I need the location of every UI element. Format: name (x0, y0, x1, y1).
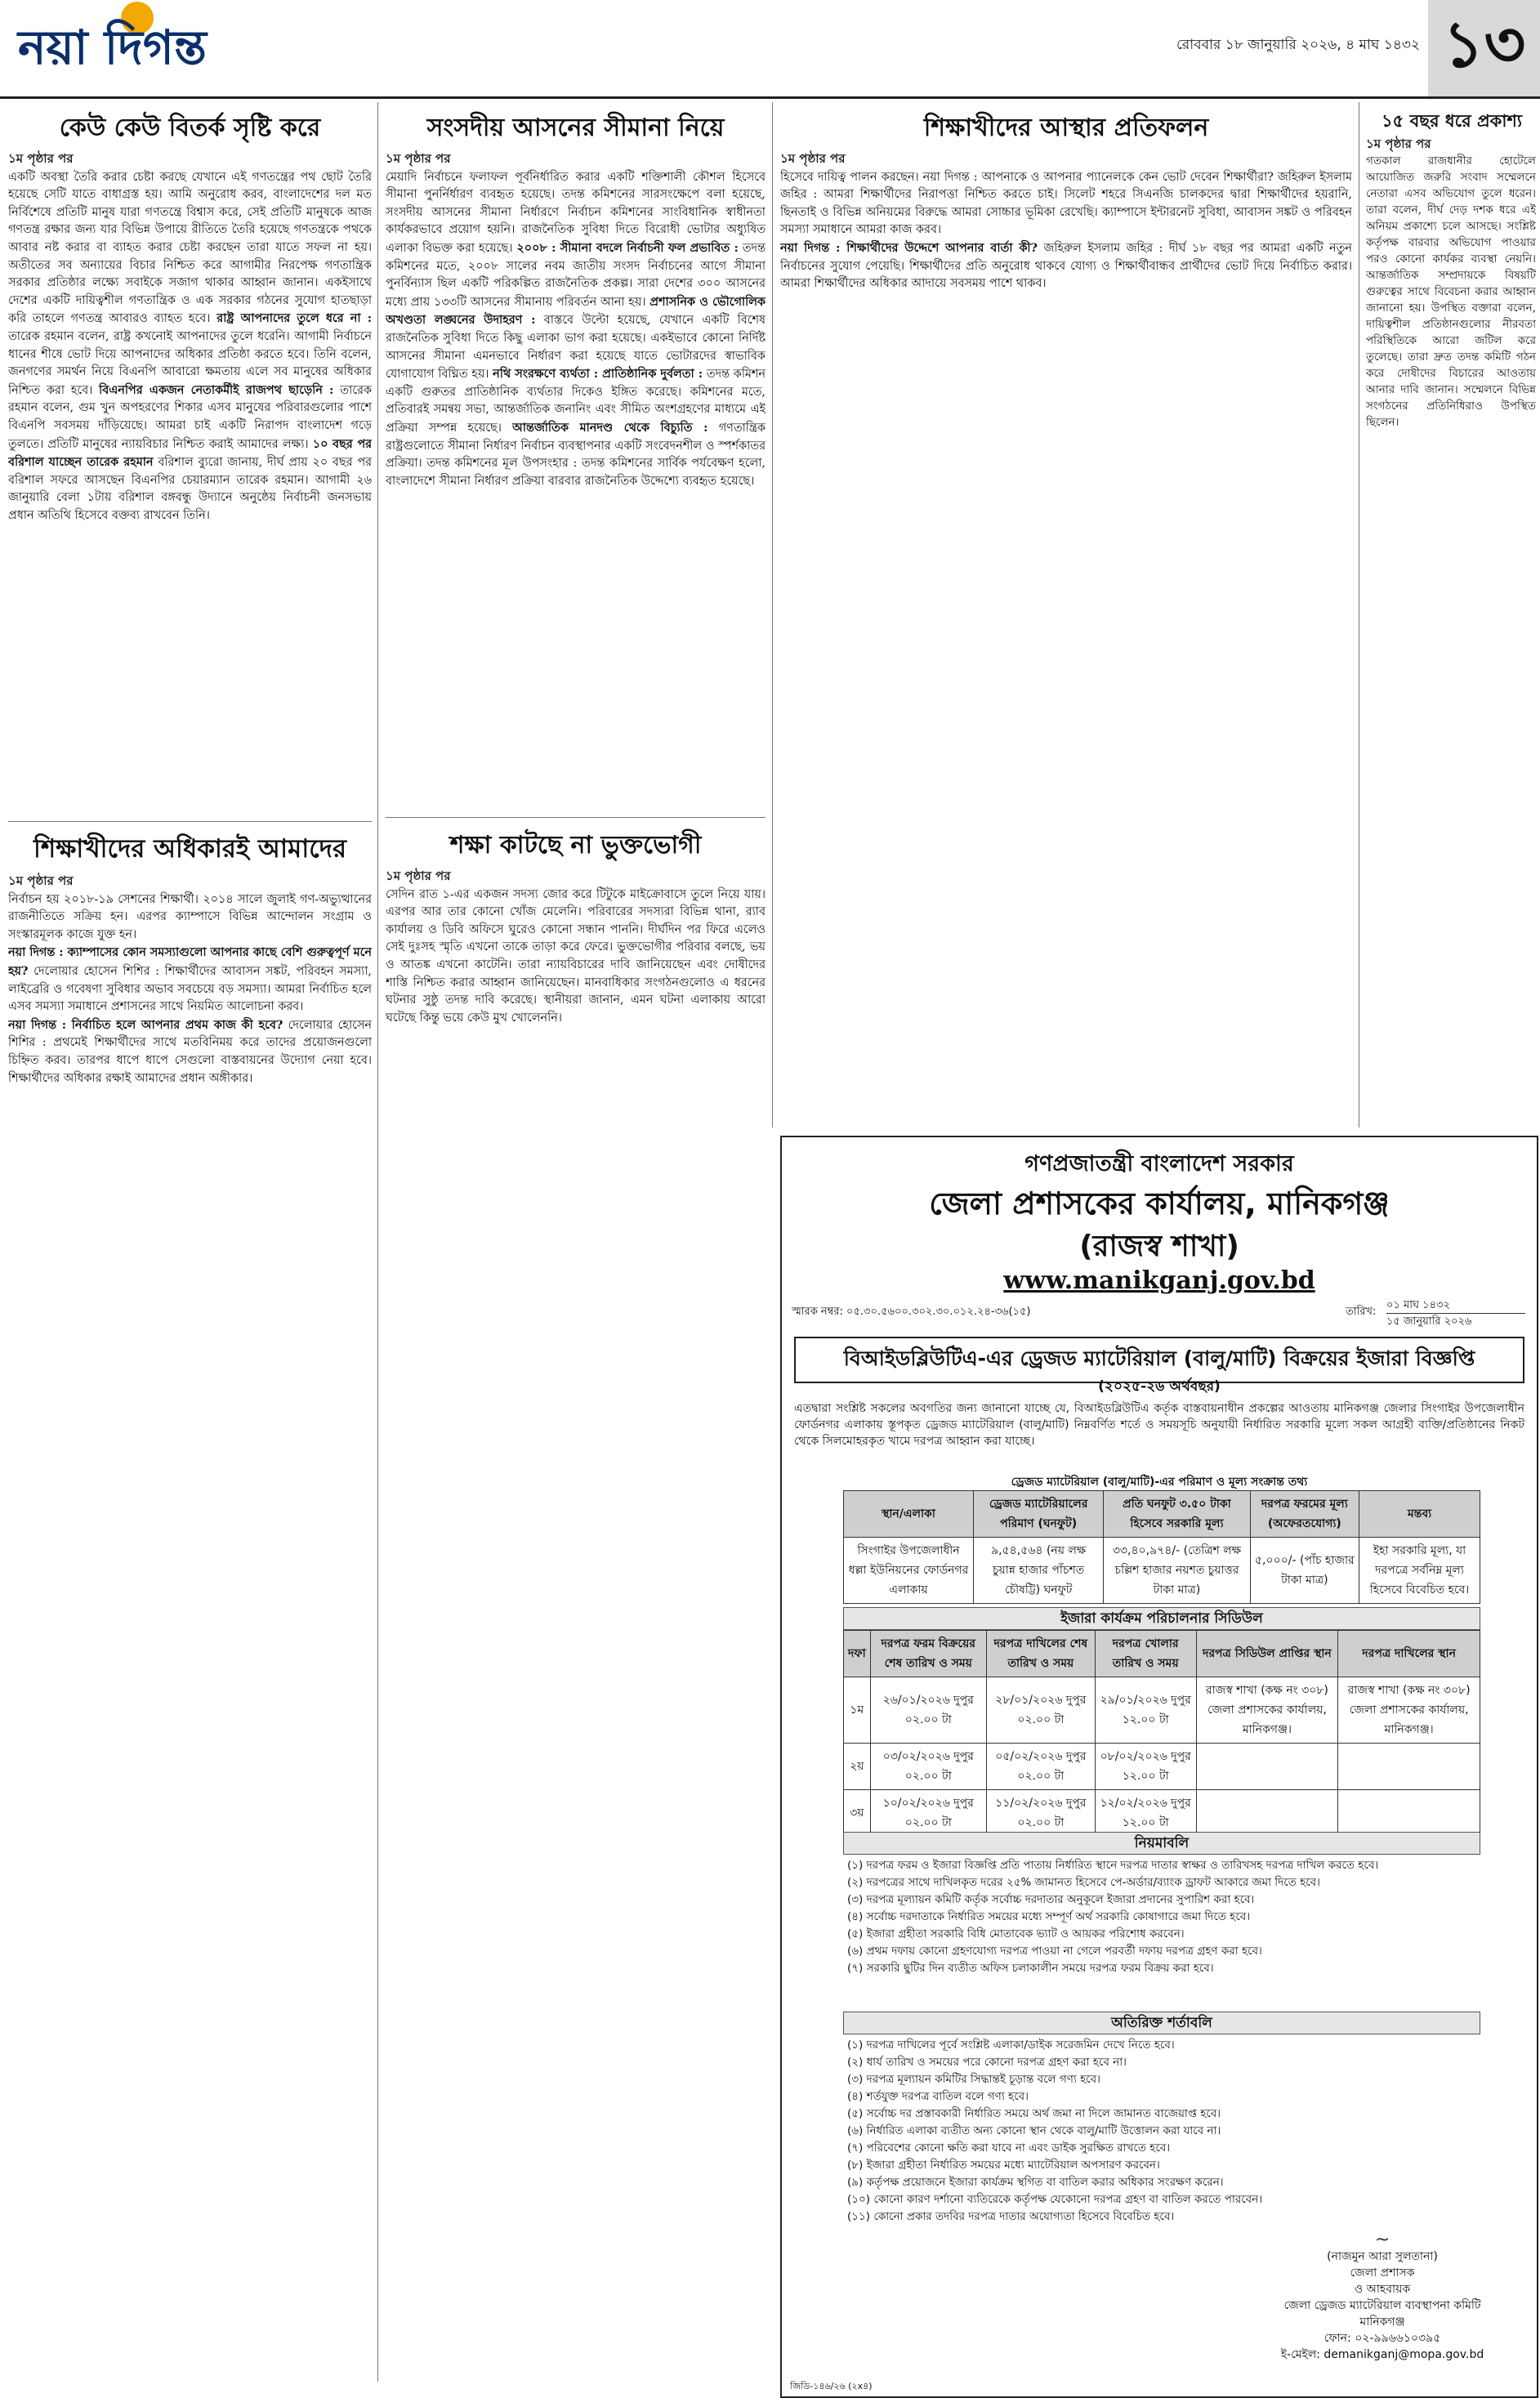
list-item: (৮) ইজারা গ্রহীতা নির্ধারিত সময়ের মধ্যে ম্যাটেরিয়াল অপসারণ করবেন। (847, 2159, 1160, 2172)
ad-notice-title: বিআইডব্লিউটিএ-এর ড্রেজড ম্যাটেরিয়াল (বালু/মাটি) বিক্রয়ের ইজারা বিজ্ঞপ্তি (794, 1337, 1524, 1383)
table-cell (1338, 1744, 1480, 1790)
table-cell: ৩৩,৪০,৯৭৪/- (তেত্রিশ লক্ষ চল্লিশ হাজার নয়শত চুয়াত্তর টাকা মাত্র) (1104, 1538, 1250, 1604)
continuation-label: ১ম পৃষ্ঠার পর (386, 151, 451, 166)
page-number: ১৩ (1428, 0, 1540, 96)
ad-memo-number: স্মারক নম্বর: ০৫.৩০.৫৬০০.৩০২.৩০.০১২.২৪-৩৬(১৫) (792, 1306, 1031, 1318)
table-cell: সিংগাইর উপজেলাধীন ধল্লা ইউনিয়নের ফোর্ডনগর এলাকায় (844, 1538, 974, 1604)
ad-government: গণপ্রজাতন্ত্রী বাংলাদেশ সরকার (1024, 1151, 1294, 1177)
continuation-label: ১ম পৃষ্ঠার পর (8, 151, 74, 166)
newspaper-logo: নয়া দিগন্ত (18, 20, 207, 75)
price-table (843, 1490, 1480, 1604)
table-cell: ইহা সরকারি মূল্য, যা দরপত্রে সর্বনিম্ন মূল্য হিসেবে বিবেচিত হবে। (1359, 1538, 1480, 1604)
list-item: (৪) শর্তযুক্ত দরপত্র বাতিল বলে গণ্য হবে। (847, 2090, 1029, 2103)
table-header: দরপত্র সিডিউল প্রাপ্তির স্থান (1196, 1631, 1338, 1677)
article-headline: সংসদীয় আসনের সীমানা নিয়ে (426, 114, 725, 142)
article-body: ১ম পৃষ্ঠার পর সেদিন রাত ১-এর একজন সদস্য জোর করে টিটুকে মাইক্রোবাসে তুলে নিয়ে যায়। এরপর আর তার কোনো খোঁজ মেলেনি। পরিবারের সদস্যরা বিভিন্ন থানা, র‍্যাব কার্যালয় ও ডিবি অফিসে ঘুরেও কোনো সন্ধান পাননি। দীর্ঘদিন পর ফিরে এলেও সেই দুঃসহ স্মৃতি এখনো তাকে তাড়া করে ফেরে। ভুক্তভোগীর পরিবার বলছে, ভয় ও আতঙ্ক এখনো কাটেনি। তারা ন্যায়বিচারের দাবি জানিয়েছেন এবং দোষীদের শাস্তি নিশ্চিত করার আহ্বান জানিয়েছেন। মানবাধিকার সংগঠনগুলোও এ ধরনের ঘটনার সুষ্ঠু তদন্ত দাবি করেছে। স্থানীয়রা জানান, এমন ঘটনা এলাকায় আরো ঘটেছে কিন্তু ভয়ে কেউ মুখ খোলেননি। (386, 869, 766, 1025)
subheading: নয়া দিগন্ত : ক্যাম্পাসের কোন সমস্যাগুলো আপনার কাছে বেশি গুরুত্বপূর্ণ মনে হয়? (8, 945, 372, 978)
article-body: ১ম পৃষ্ঠার পর একটি অবস্থা তৈরি করার চেষ্টা করছে যেখানে এই গণতন্ত্রের পথ ছোট তৈরি হয়েছে সেটি যাতে বাধাগ্রস্ত হয়। আমি অনুরোধ করব, বাংলাদেশের দল মত নির্বিশেষে প্রতিটি মানুষ যারা গণতন্ত্রে বিশ্বাস করে, সেই প্রতিটি মানুষকে আজ গণতন্ত্র রক্ষার জন্য যার বিভিন্ন উপায়ে রীতিতে তৈরি হয়েছে গণতন্ত্রকে পথকে আবার নষ্ট করার বা ব্যাহত করার চেষ্টা করছেন তারা যাতে সফল না হয়। অতীতের সব অন্যায়ের বিচার নিশ্চিত করে আগামীর নিরপেক্ষ গণতান্ত্রিক সরকার প্রতিষ্ঠার লক্ষ্যে সবাইকে সজাগ থাকার আহ্বান জানান। একইসাথে দেশের একটি দায়িত্বশীল গণতান্ত্রিক ও এক সরকার গঠনের সুযোগ হাতছাড়া করি তাহলে গণতন্ত্র আবারও ব্যাহত হবে। রাষ্ট্র আপনাদের তুলে ধরে না : তারেক রহমান বলেন, রাষ্ট্র কখনোই আপনাদের তুলে ধরেনি। আগামী নির্বাচনে ধানের শীষে ভোট দিয়ে আপনাদের অধিকার প্রতিষ্ঠা করতে হবে। তিনি বলেন, জনগণের সমর্থন নিয়ে বিএনপি আবারো ক্ষমতায় এলে সব মানুষের অধিকার নিশ্চিত করা হবে। বিএনপির একজন নেতাকর্মীই রাজপথ ছাড়েনি : তারেক রহমান বলেন, গুম খুন অপহরণের শিকার এসব মানুষের পরিবারগুলোর পাশে বিএনপি সবসময় দাঁড়িয়েছে। আমরা চাই একটি নিরাপদ বাংলাদেশ গড়ে তুলতে। প্রতিটি মানুষের ন্যায়বিচার নিশ্চিত করাই আমাদের লক্ষ্য। ১০ বছর পর বরিশাল যাচ্ছেন তারেক রহমান বরিশাল ব্যুরো জানায়, দীর্ঘ প্রায় ২০ বছর পর বরিশাল সফরে আসছেন বিএনপির চেয়ারম্যান তারেক রহমান। আগামী ২৬ জানুয়ারি বেলা ১টায় বরিশাল বঙ্গবন্ধু উদ্যানে অনুষ্ঠেয় নির্বাচনী জনসভায় প্রধান অতিথি হিসেবে বক্তব্য রাখবেন তিনি। (8, 151, 372, 522)
article-body: ১ম পৃষ্ঠার পর মেয়াদি নির্বাচনে ফলাফল পূর্বনির্ধারিত করার একটি শক্তিশালী কৌশল হিসেবে সীমানা পুনর্নির্ধারণ ব্যবহৃত হয়েছে। তদন্ত কমিশনের সারসংক্ষেপে বলা হয়েছে, সংসদীয় আসনের সীমানা নির্ধারণে নির্বাচন কমিশনের সাংবিধানিক স্বাধীনতা কার্যকরভাবে প্রয়োগ হয়নি। রাজনৈতিক সুবিধা দিতে বিরোধী ভোটার অধ্যুষিত এলাকা বিভক্ত করা হয়েছে। ২০০৮ : সীমানা বদলে নির্বাচনী ফল প্রভাবিত : তদন্ত কমিশনের মতে, ২০০৮ সালের নবম জাতীয় সংসদ নির্বাচনের আগে সীমানা পুনর্বিন্যাস ছিল একটি পরিকল্পিত রাজনৈতিক প্রকল্প। সারা দেশের ৩০০ আসনের মধ্যে প্রায় ১৩৩টি আসনের সীমানায় পরিবর্তন আনা হয়। প্রশাসনিক ও ভৌগোলিক অখণ্ডতা লঙ্ঘনের উদাহরণ : বাস্তবে উল্টো হয়েছে, যেখানে একটি বিশেষ রাজনৈতিক সুবিধা দিতে কিছু এলাকা ভাগ করা হয়েছে। একইভাবে কোনো নির্দিষ্ট আসনের সীমানা এমনভাবে নির্ধারণ করা হয়েছে যাতে ভোটারদের স্বাভাবিক যোগাযোগ বিঘ্নিত হয়। নথি সংরক্ষণে ব্যর্থতা : প্রাতিষ্ঠানিক দুর্বলতা : তদন্ত কমিশন একটি গুরুতর প্রাতিষ্ঠানিক ব্যর্থতার দিকেও ইঙ্গিত করেছে। কমিশনের মতে, প্রতিবারই সমন্বয় সভা, আন্তর্জাতিক জনানিং এবং সীমিত অংশগ্রহণের মাধ্যমে এই প্রক্রিয়া সম্পন্ন হয়েছে। আন্তর্জাতিক মানদণ্ড থেকে বিচ্যুতি : গণতান্ত্রিক রাষ্ট্রগুলোতে সীমানা নির্ধারণ নির্বাচন ব্যবস্থাপনার একটি সংবেদনশীল ও স্পর্শকাতর প্রক্রিয়া। তদন্ত কমিশনের মূল উপসংহার : তদন্ত কমিশনের সার্বিক পর্যবেক্ষণ হলো, বাংলাদেশে সীমানা নির্ধারণ প্রক্রিয়া বারবার রাজনৈতিক উদ্দেশ্যে ব্যবহৃত হয়েছে। (386, 151, 766, 488)
ad-footer-code: জিডি-১৪৬/২৬ (২x৪) (790, 2381, 873, 2391)
list-item: (৩) দরপত্র মূল্যায়ন কমিটির সিদ্ধান্তই চূড়ান্ত বলে গণ্য হবে। (847, 2073, 1100, 2086)
table-header: দরপত্র দাখিলের শেষ তারিখ ও সময় (986, 1631, 1095, 1677)
subheading: ২০০৮ : সীমানা বদলে নির্বাচনী ফল প্রভাবিত : (516, 240, 739, 255)
table-cell: ৯,৫৪,৫৬৪ (নয় লক্ষ চুয়ান্ন হাজার পাঁচশত চৌষট্টি) ঘনফুট (974, 1538, 1104, 1604)
ad-website[interactable]: www.manikganj.gov.bd (1003, 1266, 1315, 1295)
table-row (844, 1790, 1480, 1837)
subheading: নয়া দিগন্ত : শিক্ষার্থীদের উদ্দেশে আপনার বার্তা কী? (780, 240, 1038, 255)
table-cell: ১০/০২/২০২৬ দুপুর ০২.০০ টা (870, 1790, 986, 1837)
column-rule (377, 102, 378, 2382)
ad-date-english: ১৫ জানুয়ারি ২০২৬ (1386, 1313, 1525, 1331)
table-row (844, 1677, 1480, 1744)
ad-branch: (রাজস্ব শাখা) (1079, 1230, 1239, 1263)
list-item: (৫) ইজারা গ্রহীতা সরকারি বিধি মোতাবেক ভ্যাট ও আয়কর পরিশোধ করবেন। (847, 1927, 1185, 1940)
ad-date-bangla: ০১ মাঘ ১৪৩২ (1386, 1299, 1450, 1311)
table-cell: ১ম (844, 1677, 871, 1744)
subheading: ১০ বছর পর বরিশাল যাচ্ছেন তারেক রহমান (8, 436, 372, 470)
list-item: (৩) দরপত্র মূল্যায়ন কমিটি কর্তৃক সর্বোচ্চ দরদাতার অনুকূলে ইজারা প্রদানের সুপারিশ করা হবে। (847, 1893, 1255, 1906)
list-item: (৬) নির্ধারিত এলাকা ব্যতীত অন্য কোনো স্থান থেকে বালু/মাটি উত্তোলন করা যাবে না। (847, 2124, 1221, 2137)
continuation-label: ১ম পৃষ্ঠার পর (8, 873, 74, 888)
column-rule (772, 102, 773, 1128)
terms-list (847, 2038, 1476, 2226)
list-item: (১) দরপত্র ফরম ও ইজারা বিজ্ঞপ্তি প্রতি পাতায় নির্ধারিত স্থানে দরপত্র দাতার স্বাক্ষর ও তারিখসহ দরপত্র দাখিল করতে হবে। (847, 1859, 1379, 1872)
table-header: দরপত্র দাখিলের স্থান (1338, 1631, 1480, 1677)
rules-list (847, 1858, 1476, 1978)
table-cell: রাজস্ব শাখা (কক্ষ নং ৩০৮) জেলা প্রশাসকের কার্যালয়, মানিকগঞ্জ। (1338, 1677, 1480, 1744)
subheading: রাষ্ট্র আপনাদের তুলে ধরে না : (216, 311, 372, 326)
table1-caption: ড্রেজড ম্যাটেরিয়াল (বালু/মাটি)-এর পরিমাণ ও মূল্য সংক্রান্ত তথ্য (1011, 1476, 1308, 1489)
section-rule (8, 821, 372, 822)
article-body: ১ম পৃষ্ঠার পর হিসেবে দায়িত্ব পালন করছেন। নয়া দিগন্ত : আপনাকে ও আপনার প্যানেলকে কেন ভোট দেবেন শিক্ষার্থীরা? জহিরুল ইসলাম জহির : আমরা শিক্ষার্থীদের নিরাপত্তা নিশ্চিত করতে চাই। সিলেট শহরে সিএনজি চালকদের দ্বারা শিক্ষার্থীদের হয়রানি, ছিনতাই ও বিভিন্ন অনিয়মের বিরুদ্ধে আমরা সোচ্চার ভূমিকা রেখেছি। ক্যাম্পাসে ইন্টারনেট সুবিধা, আবাসন সঙ্কট ও পরিবহন সমস্যা সমাধানে আমরা কাজ করব। নয়া দিগন্ত : শিক্ষার্থীদের উদ্দেশে আপনার বার্তা কী? জহিরুল ইসলাম জহির : দীর্ঘ ১৮ বছর পর আমরা একটি নতুন নির্বাচনের সুযোগ পেয়েছি। শিক্ষার্থীদের প্রতি অনুরোধ থাকবে যোগ্য ও শিক্ষার্থীবান্ধব প্রার্থীদের ভোট দিয়ে নির্বাচিত করার। আমরা শিক্ষার্থীদের অধিকার আদায়ে সবসময় পাশে থাকব। (780, 151, 1352, 291)
list-item: (২) দরপত্রের সাথে দাখিলকৃত দরের ২৫% জামানত হিসেবে পে-অর্ডার/ব্যাংক ড্রাফট আকারে জমা দিতে হবে। (847, 1876, 1320, 1889)
terms-title: অতিরিক্ত শর্তাবলি (843, 2012, 1480, 2034)
list-item: (১০) কোনো কারণ দর্শানো ব্যতিরেকে কর্তৃপক্ষ যেকোনো দরপত্র গ্রহণ বা বাতিল করতে পারবেন। (847, 2193, 1263, 2206)
list-item: (৭) সরকারি ছুটির দিন ব্যতীত অফিস চলাকালীন সময়ে দরপত্র ফরম বিক্রয় করা হবে। (847, 1962, 1214, 1975)
handwritten-signature: ~ (1374, 2230, 1390, 2250)
table-cell: রাজস্ব শাখা (কক্ষ নং ৩০৮) জেলা প্রশাসকের কার্যালয়, মানিকগঞ্জ। (1196, 1677, 1338, 1744)
table-cell: ৫,০০০/- (পাঁচ হাজার টাকা মাত্র) (1250, 1538, 1359, 1604)
schedule-table (843, 1630, 1480, 1837)
article-headline: শিক্ষাখীদের আস্থার প্রতিফলন (923, 114, 1209, 142)
list-item: (৫) সর্বোচ্চ দর প্রস্তাবকারী নির্ধারিত সময়ে অর্থ জমা না দিলে জামানত বাজেয়াপ্ত হবে। (847, 2107, 1221, 2120)
article-body: ১ম পৃষ্ঠার পর নির্বাচন হয় ২০১৮-১৯ সেশনের শিক্ষার্থী। ২০১৪ সালে জুলাই গণ-অভ্যুত্থানের রাজনীতিতে সক্রিয় হন। এরপর ক্যাম্পাসে বিভিন্ন আন্দোলন সংগ্রাম ও সংস্কারমূলক কাজে যুক্ত হন। নয়া দিগন্ত : ক্যাম্পাসের কোন সমস্যাগুলো আপনার কাছে বেশি গুরুত্বপূর্ণ মনে হয়? দেলোয়ার হোসেন শিশির : শিক্ষার্থীদের আবাসন সঙ্কট, পরিবহন সমস্যা, লাইব্রেরি ও গবেষণা সুবিধার অভাব সবচেয়ে বড় সমস্যা। আমরা নির্বাচিত হলে এসব সমস্যা সমাধানে প্রশাসনের সাথে নিয়মিত আলোচনা করব। নয়া দিগন্ত : নির্বাচিত হলে আপনার প্রথম কাজ কী হবে? দেলোয়ার হোসেন শিশির : প্রথমেই শিক্ষার্থীদের সাথে মতবিনিময় করে তাদের প্রয়োজনগুলো চিহ্নিত করব। তারপর ধাপে ধাপে সেগুলো বাস্তবায়নের উদ্যোগ নেয়া হবে। শিক্ষার্থীদের অধিকার রক্ষাই আমাদের প্রধান অঙ্গীকার। (8, 873, 372, 1085)
table-header: স্থান/এলাকা (844, 1491, 974, 1538)
table-header: ড্রেজড ম্যাটেরিয়ালের পরিমাণ (ঘনফুট) (974, 1491, 1104, 1538)
table-header: দরপত্র খোলার তারিখ ও সময় (1095, 1631, 1196, 1677)
list-item: (৭) পরিবেশের কোনো ক্ষতি করা যাবে না এবং ডাইক সুরক্ষিত রাখতে হবে। (847, 2141, 1171, 2155)
table-header: দরপত্র ফরমের মূল্য (অফেরতযোগ্য) (1250, 1491, 1359, 1538)
article-headline: শিক্ষাখীদের অধিকারই আমাদের (33, 834, 347, 864)
table-cell (1196, 1790, 1338, 1837)
table-cell: ১১/০২/২০২৬ দুপুর ০২.০০ টা (986, 1790, 1095, 1837)
tender-notice-advertisement (780, 1136, 1538, 2398)
ad-date-label: তারিখ: (1346, 1306, 1377, 1318)
table-cell: ০৩/০২/২০২৬ দুপুর ০২.০০ টা (870, 1744, 986, 1790)
table2-caption: ইজারা কার্যক্রম পরিচালনার সিডিউল (843, 1607, 1480, 1630)
continuation-label: ১ম পৃষ্ঠার পর (780, 151, 846, 166)
list-item: (২) ধার্য তারিখ ও সময়ের পরে কোনো দরপত্র গ্রহণ করা হবে না। (847, 2056, 1127, 2069)
table-header: প্রতি ঘনফুট ৩.৫০ টাকা হিসেবে সরকারি মূল্য (1104, 1491, 1250, 1538)
table-row (844, 1744, 1480, 1790)
table-cell (1338, 1790, 1480, 1837)
table-cell (1196, 1744, 1338, 1790)
section-rule (386, 817, 766, 818)
table-cell: ০৮/০২/২০২৬ দুপুর ১২.০০ টা (1095, 1744, 1196, 1790)
list-item: (৬) প্রথম দফায় কোনো গ্রহণযোগ্য দরপত্র পাওয়া না গেলে পরবর্তী দফায় দরপত্র গ্রহণ করা হবে। (847, 1945, 1262, 1958)
list-item: (৯) কর্তৃপক্ষ প্রয়োজনে ইজারা কার্যক্রম স্থগিত বা বাতিল করার অধিকার সংরক্ষণ করেন। (847, 2176, 1224, 2189)
table-header: দরপত্র ফরম বিক্রয়ের শেষ তারিখ ও সময় (870, 1631, 986, 1677)
ad-intro: এতদ্বারা সংশ্লিষ্ট সকলের অবগতির জন্য জানানো যাচ্ছে যে, বিআইডব্লিউটিএ কর্তৃক বাস্তবায়নাধীন প্রকল্পের আওতায় মানিকগঞ্জ জেলার সিংগাইর উপজেলাধীন ফোর্ডনগর এলাকায় স্তূপকৃত ড্রেজড ম্যাটেরিয়াল (বালু/মাটি) নিম্নবর্ণিত শর্তে ও সময়সূচি অনুযায়ী নির্ধারিত সরকারি মূল্যে সকল আগ্রহী ব্যক্তি/প্রতিষ্ঠানের নিকট থেকে সিলমোহরকৃত খামে দরপত্র আহ্বান করা যাচ্ছে। (794, 1402, 1524, 1448)
table-header: দফা (844, 1631, 871, 1677)
table-cell: ৩য় (844, 1790, 871, 1837)
rules-title: নিয়মাবলি (843, 1832, 1480, 1855)
signature-block: ~ (নাজমুন আরা সুলতানা) জেলা প্রশাসক ও আহবায়ক জেলা ড্রেজড ম্যাটেরিয়াল ব্যবস্থাপনা কমিটি মানিকগঞ্জ ফোন: ০২-৯৯৬৬১০৩৯৫ ই-মেইল: demanikganj@mopa.gov.bd (1248, 2232, 1517, 2363)
subheading: বিএনপির একজন নেতাকর্মীই রাজপথ ছাড়েনি : (99, 382, 334, 397)
subheading: নথি সংরক্ষণে ব্যর্থতা : প্রাতিষ্ঠানিক দুর্বলতা : (493, 367, 703, 382)
list-item: (১১) কোনো প্রকার তদবির দরপত্র দাতার অযোগ্যতা হিসেবে বিবেচিত হবে। (847, 2210, 1175, 2223)
table-cell: ২য় (844, 1744, 871, 1790)
ad-office: জেলা প্রশাসকের কার্যালয়, মানিকগঞ্জ (929, 1186, 1390, 1221)
table-cell: ০৫/০২/২০২৬ দুপুর ০২.০০ টা (986, 1744, 1095, 1790)
dateline: রোববার ১৮ জানুয়ারি ২০২৬, ৪ মাঘ ১৪৩২ (1176, 37, 1420, 53)
table-cell: ২৮/০১/২০২৬ দুপুর ০২.০০ টা (986, 1677, 1095, 1744)
subheading: আন্তর্জাতিক মানদণ্ড থেকে বিচ্যুতি : (512, 420, 708, 435)
subheading: প্রশাসনিক ও ভৌগোলিক অখণ্ডতা লঙ্ঘনের উদাহরণ : (386, 294, 766, 328)
continuation-label: ১ম পৃষ্ঠার পর (1366, 136, 1431, 151)
table-header: মন্তব্য (1359, 1491, 1480, 1538)
continuation-label: ১ম পৃষ্ঠার পর (386, 869, 451, 883)
table-row (844, 1538, 1480, 1604)
table-cell: ২৬/০১/২০২৬ দুপুর ০২.০০ টা (870, 1677, 986, 1744)
article-body: ১ম পৃষ্ঠার পর গতকাল রাজধানীর হোটেলে আয়োজিত জরুরি সংবাদ সম্মেলনে নেতারা এসব অভিযোগ তুলে ধরেন। তারা বলেন, দীর্ঘ দেড় দশক ধরে এই অনিয়ম প্রকাশ্যে চলে আসছে। সংশ্লিষ্ট কর্তৃপক্ষ বারবার অভিযোগ পাওয়ার পরও কোনো কার্যকর ব্যবস্থা নেয়নি। আন্তর্জাতিক সম্প্রদায়কে বিষয়টি গুরুত্বের সাথে বিবেচনা করার আহ্বান জানানো হয়। উপস্থিত বক্তারা বলেন, দায়িত্বশীল প্রতিষ্ঠানগুলোর নীরবতা পরিস্থিতিকে আরো জটিল করে তুলেছে। তারা দ্রুত তদন্ত কমিটি গঠন করে দোষীদের বিচারের আওতায় আনার দাবি জানান। সম্মেলনে বিভিন্ন সংগঠনের প্রতিনিধিরাও উপস্থিত ছিলেন। (1366, 136, 1536, 429)
ad-fiscal-year: (২০২৫-২৬ অর্থবছর) (1098, 1378, 1221, 1395)
table-cell: ১২/০২/২০২৬ দুপুর ১২.০০ টা (1095, 1790, 1196, 1837)
article-headline: কেউ কেউ বিতর্ক সৃষ্টি করে (59, 114, 321, 142)
subheading: নয়া দিগন্ত : নির্বাচিত হলে আপনার প্রথম কাজ কী হবে? (8, 1017, 283, 1032)
article-headline: শক্ষা কাটছে না ভুক্তভোগী (449, 831, 702, 860)
list-item: (১) দরপত্র দাখিলের পূর্বে সংশ্লিষ্ট এলাকা/ডাইক সরেজমিন দেখে নিতে হবে। (847, 2039, 1175, 2052)
table-cell: ২৯/০১/২০২৬ দুপুর ১২.০০ টা (1095, 1677, 1196, 1744)
article-headline: ১৫ বছর ধরে প্রকাশ্য (1382, 111, 1522, 131)
list-item: (৪) সর্বোচ্চ দরদাতাকে নির্ধারিত সময়ের মধ্যে সম্পূর্ণ অর্থ সরকারি কোষাগারে জমা দিতে হবে। (847, 1910, 1251, 1923)
